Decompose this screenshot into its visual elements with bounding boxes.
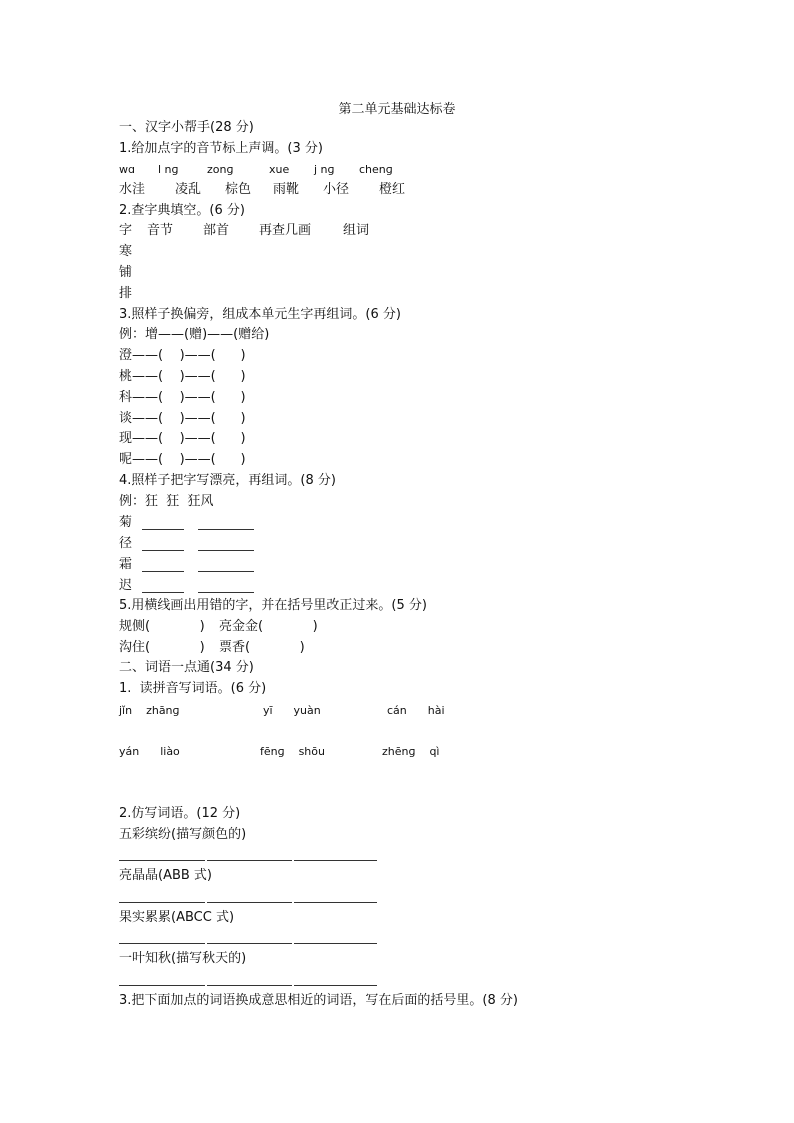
q5-item-2: 亮金金( ) <box>219 619 318 634</box>
writing-blank[interactable] <box>142 571 184 572</box>
writing-blank[interactable] <box>198 529 254 530</box>
pinyin-word-3: cán hài <box>387 704 445 717</box>
answer-line[interactable] <box>294 943 377 944</box>
header-syllable: 音节 <box>147 223 174 238</box>
header-char: 字 <box>119 223 133 238</box>
answer-line[interactable] <box>119 902 205 903</box>
q3-item-2: 桃——( )——( ) <box>119 369 246 384</box>
answer-line[interactable] <box>294 985 377 986</box>
pinyin-4: xue <box>269 163 290 176</box>
dict-char-2: 铺 <box>119 265 133 280</box>
imitate-prompt-3: 果实累累(ABCC 式) <box>119 910 235 925</box>
answer-line[interactable] <box>207 985 292 986</box>
imitate-prompt-4: 一叶知秋(描写秋天的) <box>119 951 247 966</box>
answer-line[interactable] <box>119 985 205 986</box>
word-3: 棕色 <box>225 182 252 197</box>
header-strokes: 再查几画 <box>259 223 312 238</box>
q5-item-3: 沟住( ) <box>119 640 205 655</box>
question-5-label: 5.用横线画出用错的字，并在括号里改正过来。(5 分) <box>119 598 427 613</box>
pinyin-2: l nɡ <box>158 163 179 176</box>
word-2: 凌乱 <box>175 182 202 197</box>
question-1-label: 1.给加点字的音节标上声调。(3 分) <box>119 141 323 156</box>
q3-item-6: 呢——( )——( ) <box>119 452 246 467</box>
answer-line[interactable] <box>207 943 292 944</box>
answer-line[interactable] <box>294 860 377 861</box>
pinyin-word-4: yán liào <box>119 745 180 758</box>
question-3-label: 3.照样子换偏旁，组成本单元生字再组词。(6 分) <box>119 307 401 322</box>
p2-question-3-label: 3.把下面加点的词语换成意思相近的词语，写在后面的括号里。(8 分) <box>119 993 518 1008</box>
word-6: 橙红 <box>379 182 406 197</box>
q3-item-4: 谈——( )——( ) <box>119 411 246 426</box>
word-5: 小径 <box>323 182 350 197</box>
answer-line[interactable] <box>207 902 292 903</box>
writing-blank[interactable] <box>198 592 254 593</box>
q4-char-4: 迟 <box>119 578 133 593</box>
pinyin-5: j nɡ <box>314 163 335 176</box>
pinyin-word-6: zhēnɡ qì <box>382 745 440 758</box>
q3-item-5: 现——( )——( ) <box>119 431 246 446</box>
imitate-prompt-2: 亮晶晶(ABB 式) <box>119 868 213 883</box>
pinyin-word-1: jǐn zhānɡ <box>119 704 180 717</box>
question-4-label: 4.照样子把字写漂亮，再组词。(8 分) <box>119 473 336 488</box>
p2-question-2-label: 2.仿写词语。(12 分) <box>119 806 241 821</box>
writing-blank[interactable] <box>142 592 184 593</box>
answer-line[interactable] <box>294 902 377 903</box>
header-radical: 部首 <box>203 223 230 238</box>
imitate-prompt-1: 五彩缤纷(描写颜色的) <box>119 827 247 842</box>
question-2-label: 2.查字典填空。(6 分) <box>119 203 245 218</box>
writing-blank[interactable] <box>142 529 184 530</box>
q5-item-4: 票香( ) <box>219 640 305 655</box>
word-4: 雨靴 <box>273 182 300 197</box>
section-heading-2: 二、词语一点通(34 分) <box>119 660 254 675</box>
p2-question-1-label: 1. 读拼音写词语。(6 分) <box>119 681 267 696</box>
q4-char-1: 菊 <box>119 515 133 530</box>
pinyin-3: zonɡ <box>207 163 234 176</box>
pinyin-word-2: yī yuàn <box>263 704 321 717</box>
answer-line[interactable] <box>207 860 292 861</box>
pinyin-6: chenɡ <box>359 163 393 176</box>
q3-example: 例：增——(赠)——(赠给) <box>119 327 270 342</box>
answer-line[interactable] <box>119 860 205 861</box>
answer-line[interactable] <box>119 943 205 944</box>
pinyin-word-5: fēnɡ shōu <box>260 745 325 758</box>
q3-item-1: 澄——( )——( ) <box>119 348 246 363</box>
dict-char-1: 寒 <box>119 244 133 259</box>
q4-char-3: 霜 <box>119 557 133 572</box>
header-words: 组词 <box>343 223 370 238</box>
q3-item-3: 科——( )——( ) <box>119 390 246 405</box>
q4-example: 例：狂 狂 狂风 <box>119 494 214 509</box>
pinyin-1: wɑ <box>119 163 135 176</box>
dict-char-3: 排 <box>119 286 133 301</box>
page-title: 第二单元基础达标卷 <box>338 102 456 117</box>
writing-blank[interactable] <box>142 550 184 551</box>
section-heading-1: 一、汉字小帮手(28 分) <box>119 120 254 135</box>
q5-item-1: 规侧( ) <box>119 619 205 634</box>
writing-blank[interactable] <box>198 550 254 551</box>
q4-char-2: 径 <box>119 536 133 551</box>
word-1: 水洼 <box>119 182 146 197</box>
writing-blank[interactable] <box>198 571 254 572</box>
